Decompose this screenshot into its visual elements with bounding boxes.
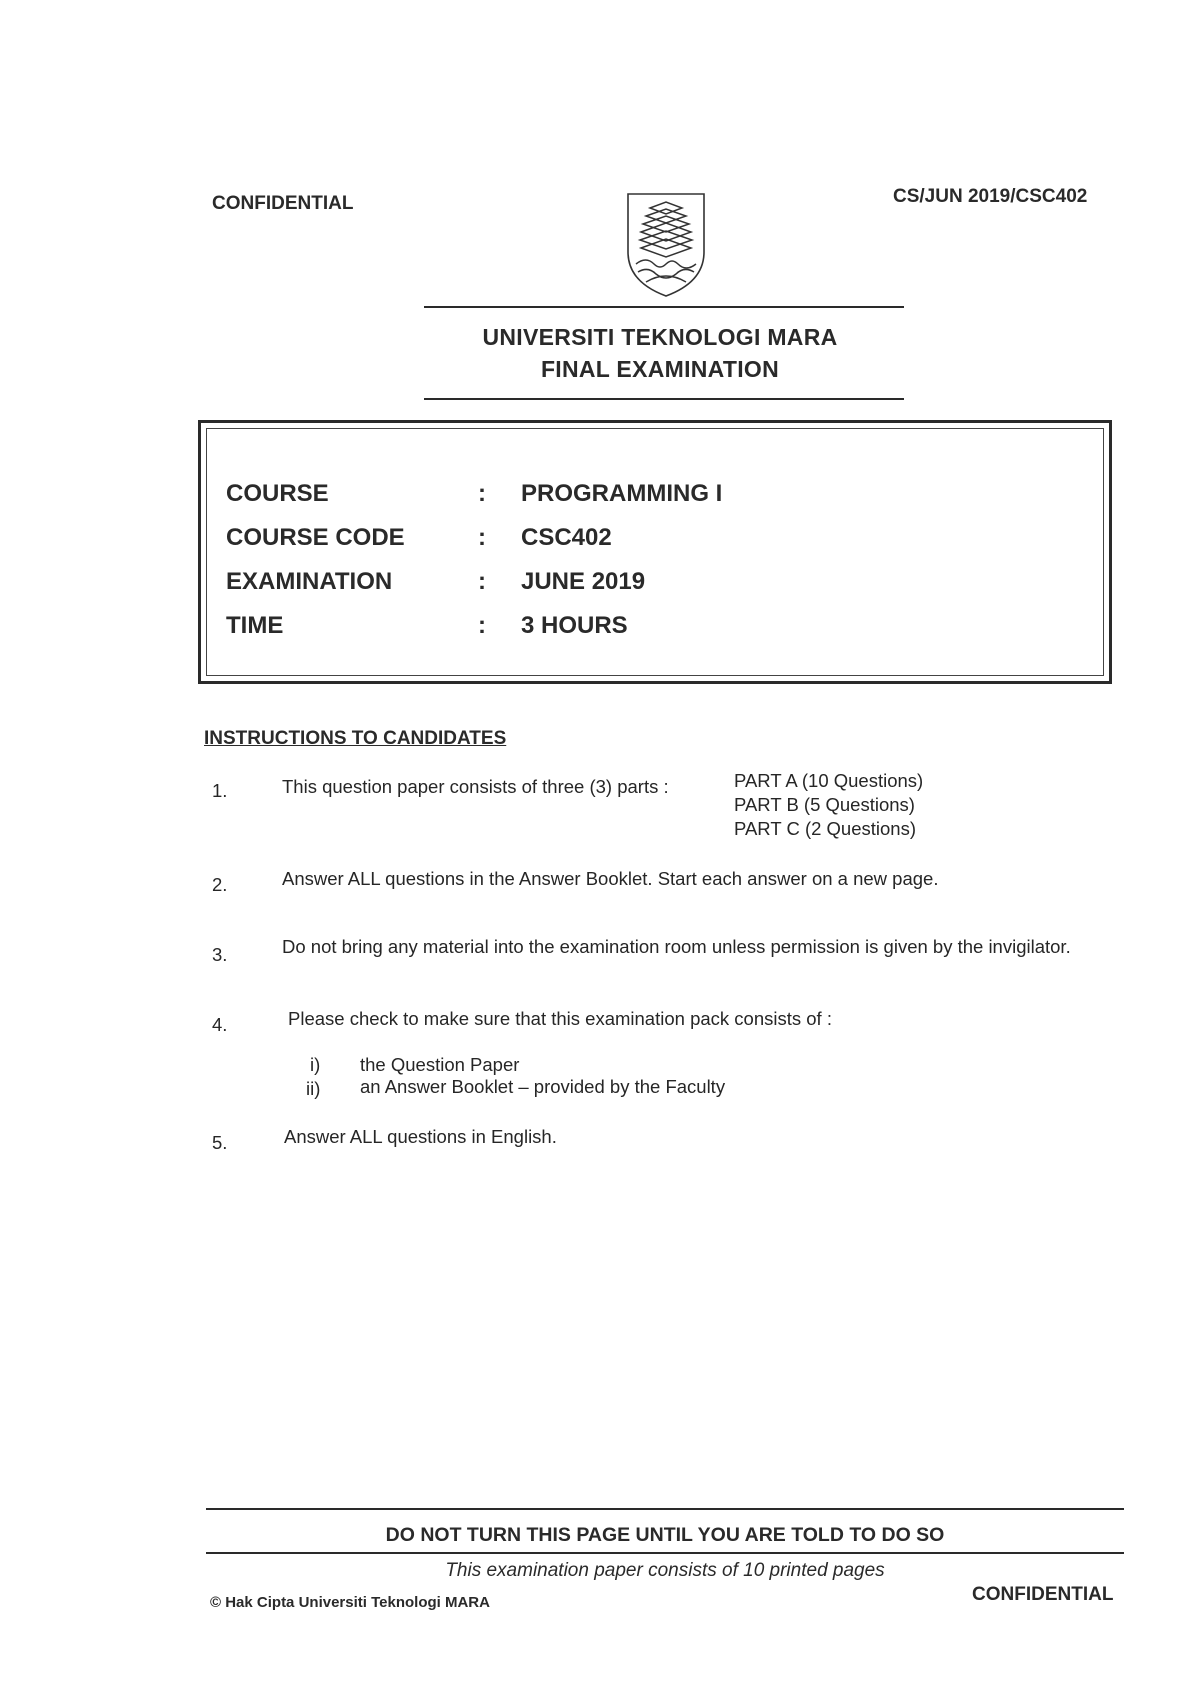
crest-icon (624, 190, 708, 300)
title-bottom-rule (424, 398, 904, 400)
course-value: PROGRAMMING I (521, 480, 723, 507)
subitem-i-marker: i) (310, 1054, 321, 1075)
examination-label: EXAMINATION (226, 568, 393, 595)
exam-type: FINAL EXAMINATION (540, 356, 780, 382)
university-crest (624, 190, 708, 300)
course-info-box (198, 420, 1112, 684)
instruction-5-text: Answer ALL questions in English. (284, 1126, 557, 1147)
copyright-notice: © Hak Cipta Universiti Teknologi MARA (210, 1594, 490, 1611)
part-a-label: PART A (10 Questions) (734, 770, 924, 791)
instruction-3-number: 3. (212, 944, 228, 965)
examination-separator: : (478, 568, 486, 595)
time-separator: : (478, 612, 486, 639)
course-code-separator: : (478, 524, 486, 551)
instruction-2-number: 2. (212, 874, 228, 895)
part-c-label: PART C (2 Questions) (734, 818, 916, 839)
instruction-4-number: 4. (212, 1014, 228, 1035)
do-not-turn-warning: DO NOT TURN THIS PAGE UNTIL YOU ARE TOLD TO DO SO (385, 1524, 945, 1546)
confidential-label-top: CONFIDENTIAL (212, 193, 354, 214)
subitem-i-text: the Question Paper (360, 1054, 520, 1075)
part-b-label: PART B (5 Questions) (734, 794, 915, 815)
course-code-label: COURSE CODE (226, 524, 405, 551)
course-separator: : (478, 480, 486, 507)
instruction-5-number: 5. (212, 1132, 228, 1153)
footer-top-rule (206, 1508, 1124, 1510)
instruction-3-text: Do not bring any material into the examination room unless permission is given by the invigilator. (282, 936, 1071, 957)
printed-pages-note: This examination paper consists of 10 printed pages (445, 1560, 885, 1581)
subitem-ii-marker: ii) (306, 1078, 321, 1099)
subitem-ii-text: an Answer Booklet – provided by the Faculty (360, 1076, 726, 1097)
footer-bottom-rule (206, 1552, 1124, 1554)
course-label: COURSE (226, 480, 329, 507)
university-name: UNIVERSITI TEKNOLOGI MARA (482, 324, 838, 350)
title-top-rule (424, 306, 904, 308)
instructions-heading: INSTRUCTIONS TO CANDIDATES (204, 728, 507, 749)
instruction-1-number: 1. (212, 780, 228, 801)
instruction-2-text: Answer ALL questions in the Answer Booklet. Start each answer on a new page. (282, 868, 939, 889)
exam-code-label: CS/JUN 2019/CSC402 (893, 186, 1088, 207)
instruction-1-text: This question paper consists of three (3) parts : (282, 776, 669, 797)
course-code-value: CSC402 (521, 524, 612, 551)
instruction-4-text: Please check to make sure that this examination pack consists of : (288, 1008, 832, 1029)
time-label: TIME (226, 612, 284, 639)
examination-value: JUNE 2019 (521, 568, 646, 595)
time-value: 3 HOURS (521, 612, 628, 639)
confidential-label-bottom: CONFIDENTIAL (972, 1584, 1114, 1605)
